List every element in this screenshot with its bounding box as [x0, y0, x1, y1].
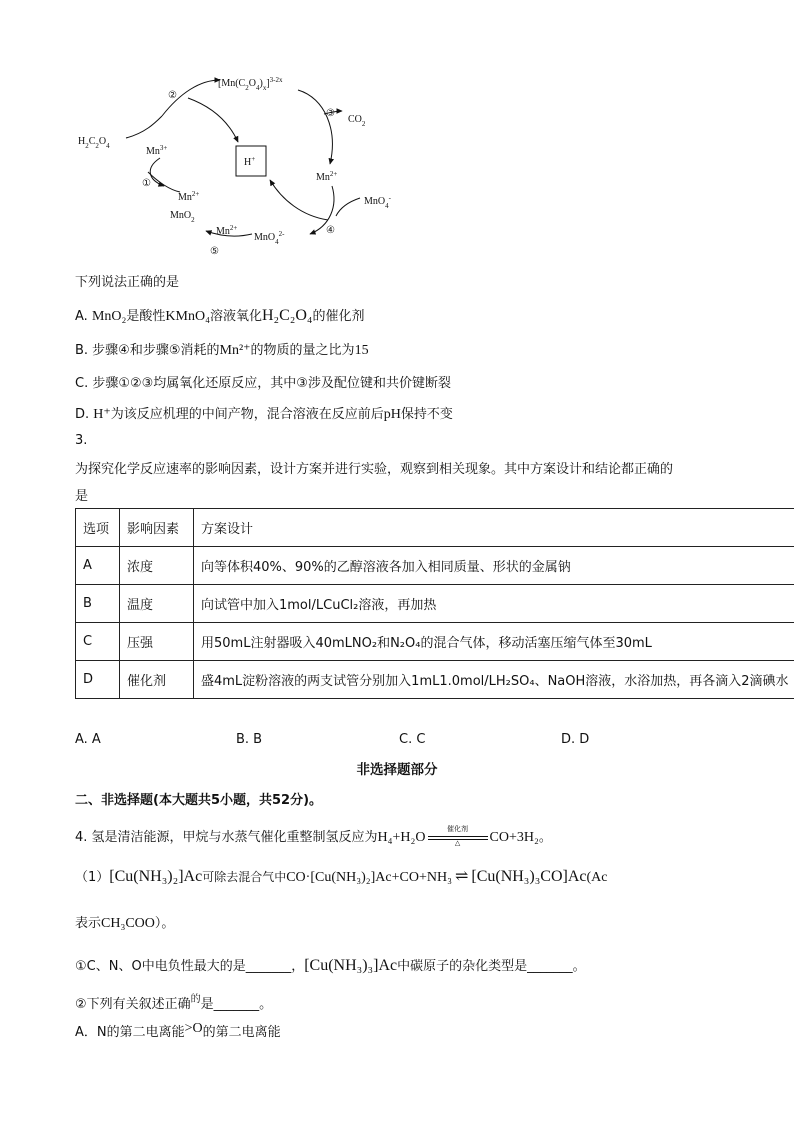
arrow-step3 [298, 90, 332, 164]
q4-sub2-de: 的 [190, 994, 201, 1005]
section-title: 非选择题部分 [356, 762, 438, 778]
q3-option-d: D. D [561, 732, 590, 747]
q4-part1-text-3: 表示 [75, 916, 102, 931]
arrow-mn2-left [148, 172, 180, 192]
q4-part1-text-2: (Ac [586, 870, 608, 885]
hplus-label: H+ [244, 155, 256, 168]
table-cell: 用50mL注射器吸入40mLNO₂和N₂O₄的混合气体，移动活塞压缩气体至30mL [194, 623, 794, 661]
arrow-mn2-to-h [270, 180, 328, 220]
q2-d-text-1: 为该反应机理的中间产物，混合溶液在反应前后 [110, 407, 384, 422]
table-cell: B [76, 585, 120, 623]
co2-label: $CO_2$ [348, 114, 366, 128]
arrow-h2c2o4 [126, 116, 162, 138]
mn2-right-label: $Mn^{2+}$ [316, 170, 338, 183]
q4-part1-formula-1: [Cu(NH₃)₂]Ac [109, 868, 203, 885]
arrow-step1 [150, 158, 164, 186]
q4-intro-text: 4. 氢是清洁能源，甲烷与水蒸气催化重整制氢反应为 [75, 830, 378, 845]
q2-d-formula-2: pH [383, 407, 401, 422]
q3-option-c: C. C [399, 732, 426, 747]
q4-part1-text-4: ）。 [154, 916, 175, 931]
mn2-bottom-label: $Mn^{2+}$ [216, 224, 238, 237]
q3-table [75, 508, 794, 699]
q4-sub1 [75, 955, 586, 975]
q3-option-b: B. B [236, 732, 263, 747]
table-cell: A [76, 547, 120, 585]
q2-option-a [75, 305, 365, 325]
table-cell: 催化剂 [120, 661, 194, 699]
q2-a-formula-3: H₂C₂O₄ [261, 307, 313, 324]
q2-b-text-2: 的物质的量之比为 [250, 343, 355, 358]
q2-a-formula-1: MnO₂ [91, 309, 127, 324]
table-header-cell: 方案设计 [194, 509, 794, 547]
q2-d-text-2: 保持不变 [400, 407, 453, 422]
q4-option-a-gt: >O [184, 1021, 203, 1036]
q4-eq-right: CO+3H₂ [489, 830, 539, 845]
q4-eq-arrow-line [428, 836, 488, 837]
h2c2o4-label: $H_2C_2O_4$ [78, 136, 110, 150]
q4-sub1-formula: [Cu(NH₃)₃]Ac [304, 957, 398, 974]
table-header-row [76, 509, 794, 547]
q4-part1-equilibrium-arrow: ⇌ [454, 868, 469, 885]
table-row [76, 661, 794, 699]
q2-b-ratio: 15 [354, 343, 369, 358]
arrow-mno4-in [336, 198, 360, 216]
table-cell: 浓度 [120, 547, 194, 585]
table-row [76, 547, 794, 585]
q4-eq-condition-top: 催化剂 [447, 824, 469, 833]
q2-d-formula-1: H⁺ [93, 407, 111, 422]
q4-sub2 [75, 990, 272, 1012]
q4-eq-arrow [428, 824, 488, 847]
q4-part1-text-1: 可除去混合气中 [202, 870, 287, 884]
reaction-mechanism-diagram [70, 68, 410, 268]
q3-option-a: A. A [75, 732, 101, 747]
mn2-left-label: $Mn^{2+}$ [178, 190, 200, 203]
table-cell: C [76, 623, 120, 661]
q2-option-d [75, 403, 453, 423]
q4-part1-formula-2: CO·[Cu(NH₃)₂]Ac+CO+NH₃ [286, 870, 452, 885]
step4-number: ④ [326, 225, 335, 236]
table-row [76, 585, 794, 623]
table-cell: 温度 [120, 585, 194, 623]
table-cell: 压强 [120, 623, 194, 661]
complex-label: $[Mn(C_2O_4)_x]^{3-2x}$ [218, 76, 283, 92]
table-cell: 向等体积40%、90%的乙醇溶液各加入相同质量、形状的金属钠 [194, 547, 794, 585]
section-heading: 二、非选择题(本大题共5小题，共52分)。 [75, 793, 323, 808]
q2-a-text-1: 是酸性 [126, 309, 166, 324]
q3-stem-line1: 为探究化学反应速率的影响因素，设计方案并进行实验，观察到相关现象。其中方案设计和结论都正确的 [75, 462, 674, 477]
q4-part1 [75, 866, 608, 886]
table-row [76, 623, 794, 661]
q4-part1-formula-4: CH₃COO [101, 916, 155, 931]
q4-sub2-text-2: 是_______。 [200, 997, 273, 1012]
table-cell: 盛4mL淀粉溶液的两支试管分别加入1mL1.0mol/LH₂SO₄、NaOH溶液，水浴加热，再各滴入2滴碘水 [194, 661, 794, 699]
q4-eq-condition-bottom: △ [454, 838, 461, 847]
q3-stem-line2: 是 [75, 489, 89, 504]
q2-option-b [75, 339, 369, 359]
arrow-complex-to-h [188, 98, 238, 142]
step1-number: ① [142, 178, 151, 189]
q4-part1-line2 [75, 912, 174, 932]
table-header-cell: 影响因素 [120, 509, 194, 547]
table-cell: D [76, 661, 120, 699]
mn3-label: $Mn^{3+}$ [146, 144, 168, 157]
q2-a-text-2: 溶液氧化 [209, 309, 262, 324]
q4-option-a-text-1: A．N的第二电离能 [75, 1025, 185, 1040]
q3-number: 3. [75, 433, 88, 448]
q2-a-formula-2: KMnO₄ [165, 309, 210, 324]
q4-sub1-text-1: ①C、N、O中电负性最大的是_______， [75, 959, 305, 974]
step2-number: ② [168, 90, 177, 101]
q2-stem: 下列说法正确的是 [75, 275, 180, 290]
q2-a-text-3: 的催化剂 [312, 309, 365, 324]
table-cell: 向试管中加入1mol/LCuCl₂溶液，再加热 [194, 585, 794, 623]
table-header-cell: 选项 [76, 509, 120, 547]
mno42-label: MnO$_4^{2-}$ [254, 230, 285, 246]
q4-option-a [75, 1021, 281, 1040]
q4-part1-number: （1） [75, 870, 110, 885]
q4-sub2-text-1: ②下列有关叙述正确 [75, 997, 191, 1012]
q2-b-text-1: B. 步骤④和步骤⑤消耗的 [75, 343, 220, 358]
q2-option-c: C. 步骤①②③均属氧化还原反应，其中③涉及配位键和共价键断裂 [75, 376, 451, 391]
mno2-label: MnO$_2$ [170, 210, 195, 224]
q2-d-prefix: D. [75, 407, 94, 422]
mno4-label: MnO$_4$- [364, 194, 391, 210]
q4-eq-end: 。 [538, 830, 552, 845]
q4-sub1-text-2: 中碳原子的杂化类型是_______。 [397, 959, 586, 974]
q2-b-formula-1: Mn²⁺ [219, 343, 251, 358]
step3-number: ③ [326, 108, 335, 119]
q4-option-a-text-2: 的第二电离能 [202, 1025, 281, 1040]
step5-number: ⑤ [210, 246, 219, 257]
q4-part1-formula-3: [Cu(NH₃)₃CO]Ac [471, 868, 587, 885]
q2-a-prefix: A. [75, 309, 92, 324]
q4-intro [75, 826, 552, 846]
q4-eq-left: H₄+H₂O [377, 830, 426, 845]
